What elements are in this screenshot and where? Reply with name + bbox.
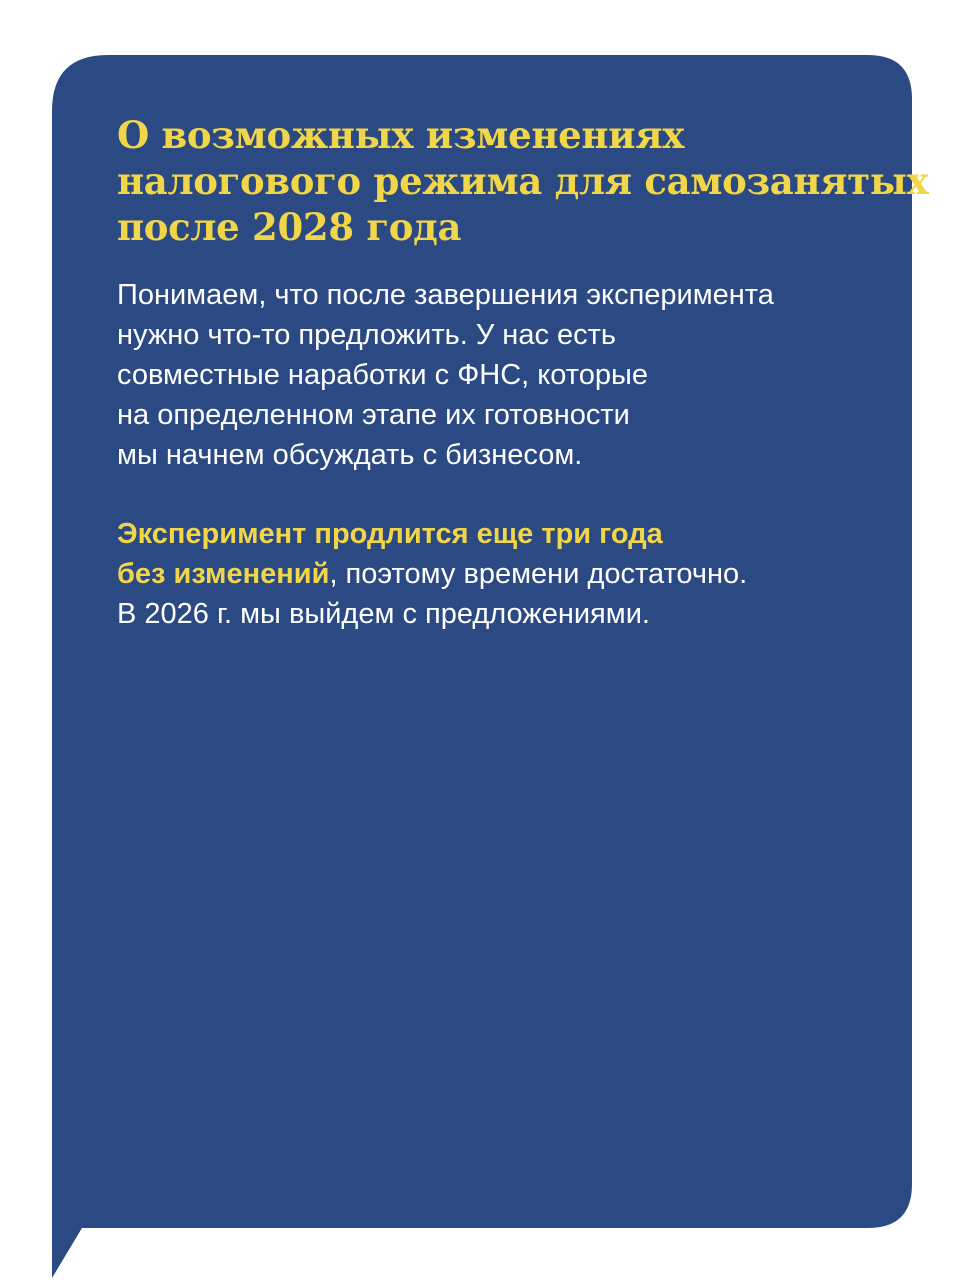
heading-line: О возможных изменениях (117, 113, 685, 157)
paragraph-intro (117, 275, 907, 475)
heading-line: налогового режима для самозанятых (117, 159, 929, 203)
paragraph-line: совместные наработки с ФНС, которые (117, 359, 648, 391)
paragraph-conclusion (117, 514, 907, 634)
paragraph-line: Понимаем, что после завершения эксперимента (117, 279, 774, 311)
paragraph-line: нужно что-то предложить. У нас есть (117, 319, 617, 351)
heading-line: после 2028 года (117, 205, 462, 249)
paragraph-line: на определенном этапе их готовности (117, 399, 630, 431)
paragraph-text: , поэтому времени достаточно. (329, 558, 748, 590)
paragraph-line (117, 554, 907, 594)
heading (117, 112, 929, 250)
highlight-text: без изменений (117, 558, 330, 590)
paragraph-line: В 2026 г. мы выйдем с предложениями. (117, 598, 650, 630)
highlight-text: Эксперимент продлится еще три года (117, 518, 663, 550)
paragraph-line: мы начнем обсуждать с бизнесом. (117, 439, 583, 471)
paragraph-line (117, 514, 907, 554)
